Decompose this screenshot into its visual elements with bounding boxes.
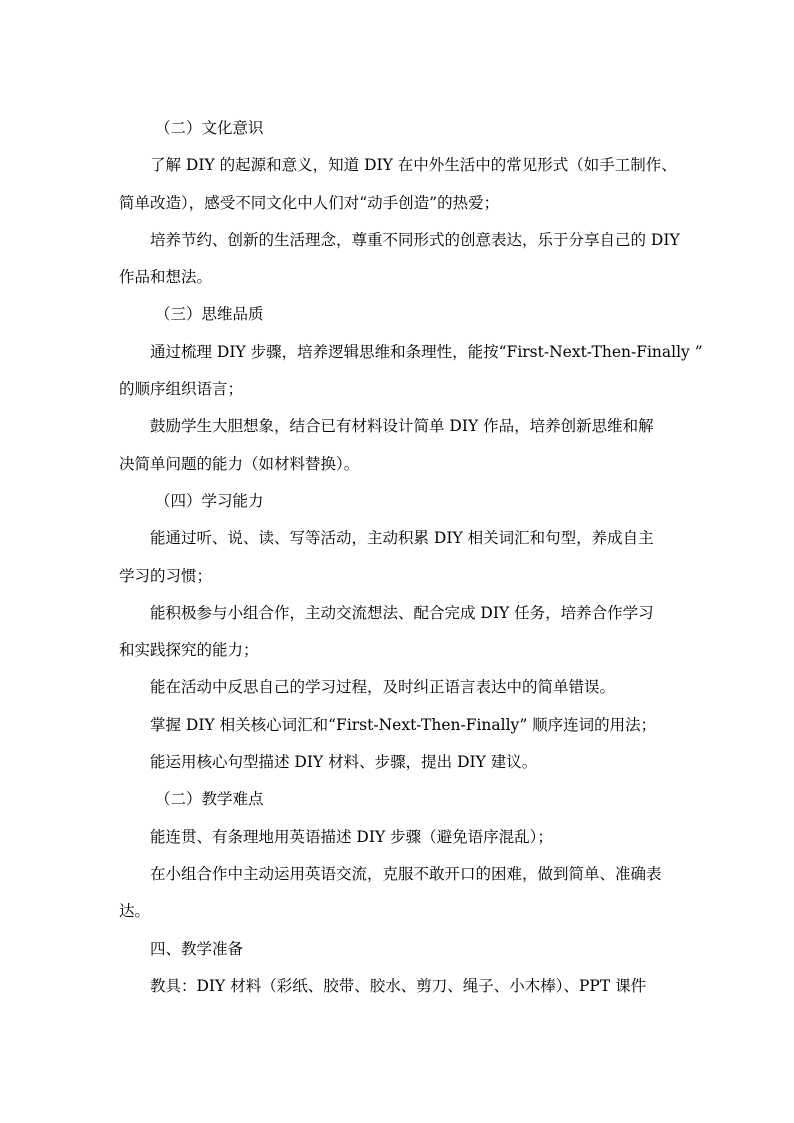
paragraph-line: 决简单问题的能力（如材料替换）。 bbox=[119, 454, 360, 473]
paragraph-line: 能运用核心句型描述 DIY 材料、步骤，提出 DIY 建议。 bbox=[150, 753, 538, 772]
section-heading-preparation: 四、教学准备 bbox=[150, 939, 244, 958]
paragraph-line: 作品和想法。 bbox=[119, 268, 213, 287]
paragraph-line: 达。 bbox=[119, 902, 151, 921]
section-heading-culture: （二）文化意识 bbox=[155, 119, 264, 137]
paragraph-line: 教具：DIY 材料（彩纸、胶带、胶水、剪刀、绳子、小木棒）、PPT 课件 bbox=[150, 976, 647, 995]
paragraph-line: 掌握 DIY 相关核心词汇和“First-Next-Then-Finally” 顺序连词的用法； bbox=[150, 715, 657, 734]
document-body bbox=[119, 110, 703, 1005]
paragraph-line: 简单改造），感受不同文化中人们对“动手创造”的热爱； bbox=[119, 193, 500, 212]
paragraph-line: 通过梳理 DIY 步骤，培养逻辑思维和条理性，能按“First-Next-Then-Finally ” bbox=[150, 342, 703, 361]
paragraph-line: 了解 DIY 的起源和意义，知道 DIY 在中外生活中的常见形式（如手工制作、 bbox=[150, 156, 677, 175]
paragraph-line: 的顺序组织语言； bbox=[119, 380, 244, 399]
section-heading-learning: （四）学习能力 bbox=[155, 491, 264, 510]
paragraph-line: 在小组合作中主动运用英语交流，克服不敢开口的困难，做到简单、准确表 bbox=[150, 864, 662, 883]
paragraph-line: 和实践探究的能力； bbox=[119, 641, 259, 660]
paragraph-line: 能积极参与小组合作，主动交流想法、配合完成 DIY 任务，培养合作学习 bbox=[150, 603, 654, 622]
paragraph-line: 鼓励学生大胆想象，结合已有材料设计简单 DIY 作品，培养创新思维和解 bbox=[150, 417, 654, 436]
section-heading-thinking: （三）思维品质 bbox=[155, 305, 264, 324]
paragraph-line: 学习的习惯； bbox=[119, 566, 213, 585]
section-heading-difficulties: （二）教学难点 bbox=[155, 790, 264, 809]
paragraph-line: 培养节约、创新的生活理念，尊重不同形式的创意表达，乐于分享自己的 DIY bbox=[150, 230, 680, 249]
paragraph-line: 能通过听、说、读、写等活动，主动积累 DIY 相关词汇和句型，养成自主 bbox=[150, 529, 654, 548]
paragraph-line: 能在活动中反思自己的学习过程，及时纠正语言表达中的简单错误。 bbox=[150, 678, 616, 697]
paragraph-line: 能连贯、有条理地用英语描述 DIY 步骤（避免语序混乱）； bbox=[150, 827, 553, 846]
